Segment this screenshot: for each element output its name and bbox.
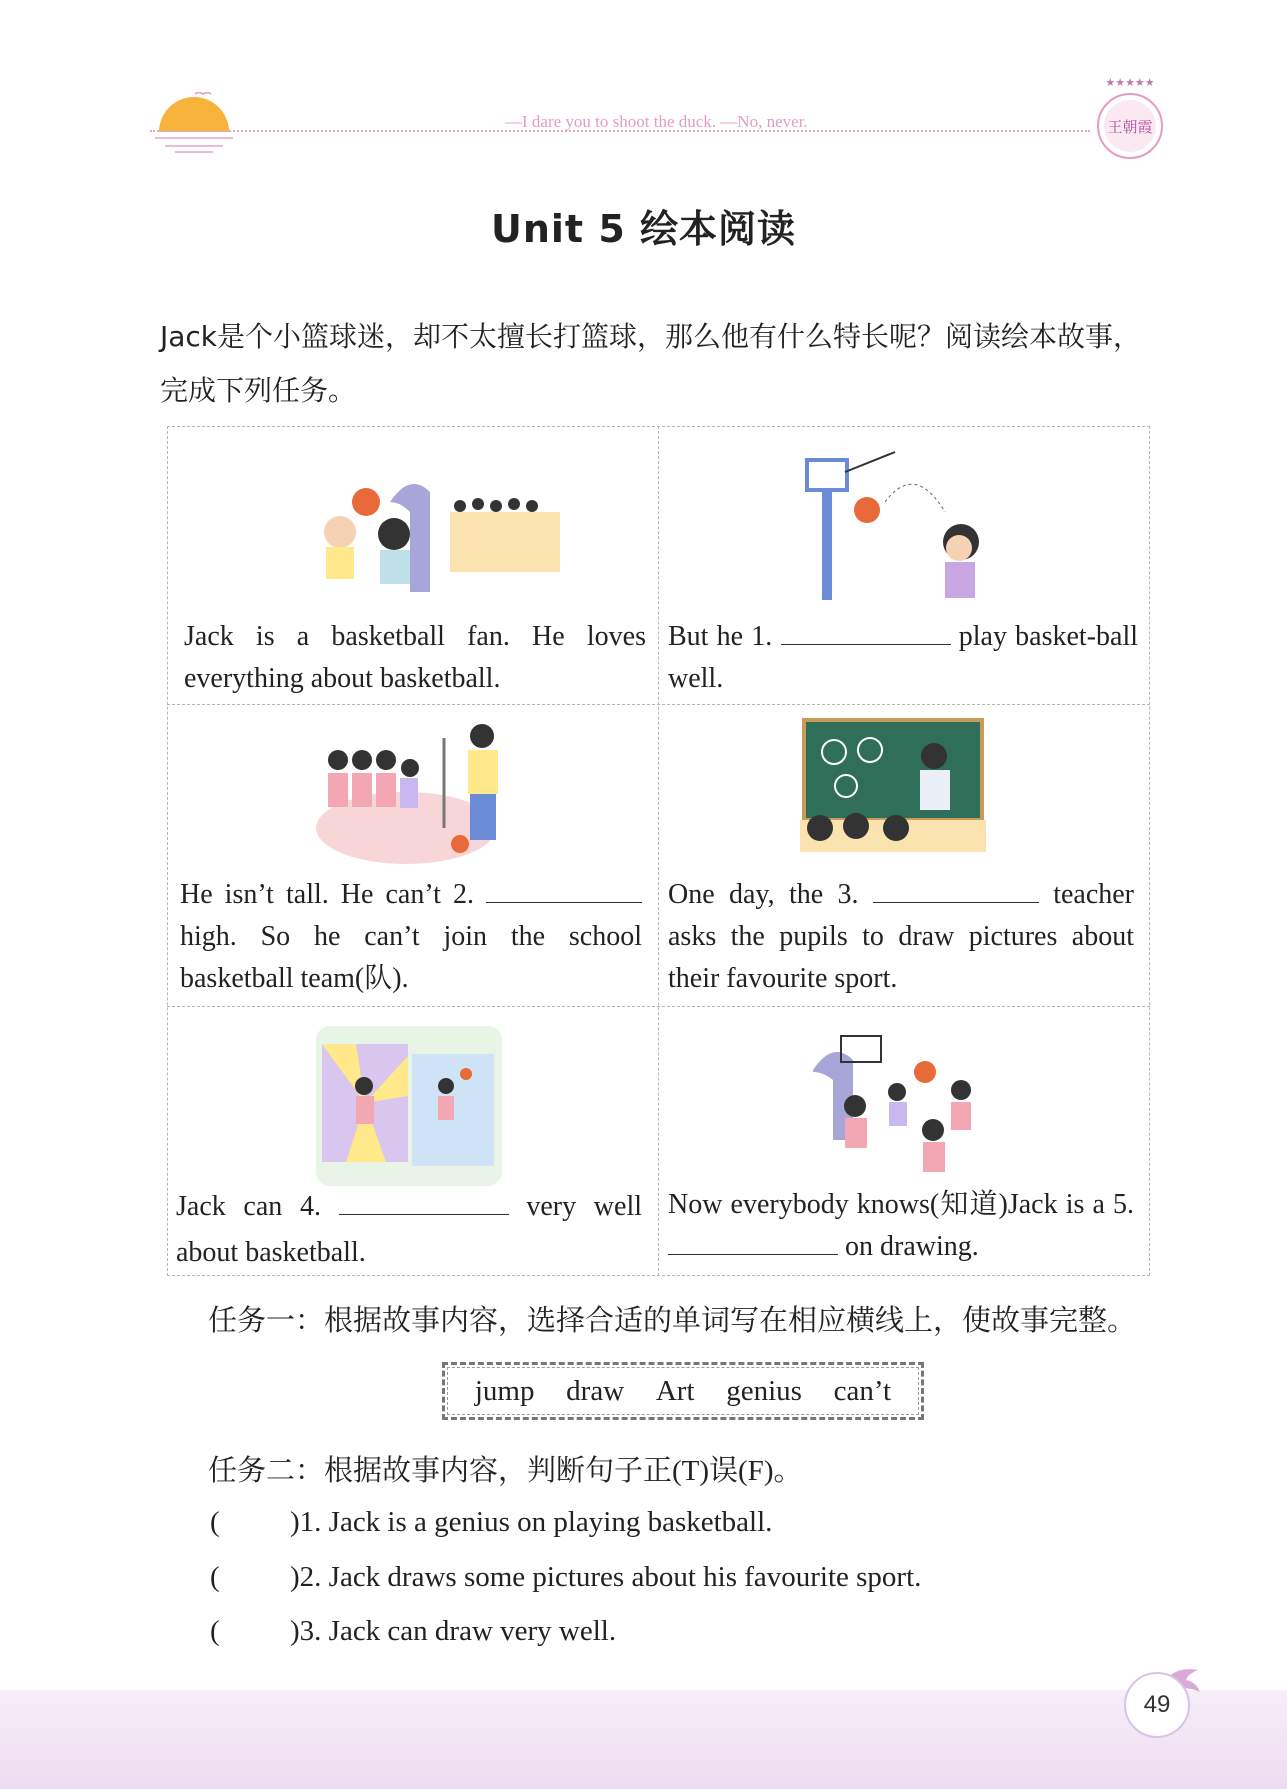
page-title: Unit 5 绘本阅读 bbox=[491, 207, 796, 251]
blank-3[interactable] bbox=[873, 876, 1039, 903]
word-option: draw bbox=[566, 1374, 625, 1407]
panel-5-caption: Jack can 4. very well about basketball. bbox=[176, 1184, 642, 1276]
word-option: Art bbox=[655, 1374, 695, 1407]
intro-text: Jack是个小篮球迷，却不太擅长打篮球，那么他有什么特长呢？阅读绘本故事，完成下列任务。 bbox=[160, 320, 1142, 407]
art-class-illustration bbox=[800, 716, 986, 866]
blank-5[interactable] bbox=[668, 1228, 838, 1255]
basketball-fans-illustration bbox=[300, 442, 560, 610]
blank-2[interactable] bbox=[486, 876, 642, 903]
panel-6-caption: Now everybody knows(知道)Jack is a 5. on drawing. bbox=[668, 1189, 1134, 1262]
svg-text:★★★★★: ★★★★★ bbox=[1105, 78, 1155, 89]
grid-divider-row2 bbox=[167, 1006, 1150, 1007]
answer-slot[interactable]: ( bbox=[210, 1615, 220, 1647]
panel-3-caption: He isn’t tall. He can’t 2. high. So he can’t join the school basketball team(队). bbox=[180, 874, 642, 1000]
badge-text: 王朝霞 bbox=[1107, 118, 1153, 136]
blank-1[interactable] bbox=[781, 618, 951, 645]
answer-slot[interactable]: ( bbox=[210, 1561, 220, 1593]
task-1-instruction: 任务一：根据故事内容，选择合适的单词写在相应横线上，使故事完整。 bbox=[208, 1305, 1137, 1337]
height-measure-illustration bbox=[316, 718, 516, 868]
grid-divider-vertical bbox=[658, 426, 659, 1276]
panel-2-caption: But he 1. play basket-ball well. bbox=[668, 616, 1138, 700]
panel-4-caption: One day, the 3. teacher asks the pupils to draw pictures about their favourite sport. bbox=[668, 874, 1134, 1000]
basketball-drawings-illustration bbox=[316, 1026, 502, 1186]
header-tagline: —I dare you to shoot the duck. —No, never. bbox=[505, 112, 808, 131]
panel-1-caption: Jack is a basketball fan. He loves everything about basketball. bbox=[184, 621, 646, 694]
word-option: can’t bbox=[833, 1374, 892, 1407]
judge-item-2: ( )2. Jack draws some pictures about his favourite sport. bbox=[210, 1561, 922, 1593]
brand-badge-icon bbox=[1090, 78, 1170, 168]
missed-shot-illustration bbox=[795, 442, 1015, 610]
word-bank bbox=[442, 1362, 924, 1420]
word-option: genius bbox=[726, 1374, 802, 1407]
blank-4[interactable] bbox=[339, 1188, 509, 1215]
judge-item-3: ( )3. Jack can draw very well. bbox=[210, 1615, 617, 1647]
task-2-instruction: 任务二：根据故事内容，判断句子正(T)误(F)。 bbox=[208, 1455, 803, 1487]
word-option: jump bbox=[474, 1374, 535, 1407]
answer-slot[interactable]: ( bbox=[210, 1506, 220, 1538]
grid-divider-row1 bbox=[167, 704, 1150, 705]
footer-band bbox=[0, 1690, 1287, 1789]
page-number: 49 bbox=[1124, 1672, 1190, 1738]
judge-item-1: ( )1. Jack is a genius on playing basketball. bbox=[210, 1506, 773, 1538]
celebrating-kids-illustration bbox=[805, 1030, 991, 1186]
